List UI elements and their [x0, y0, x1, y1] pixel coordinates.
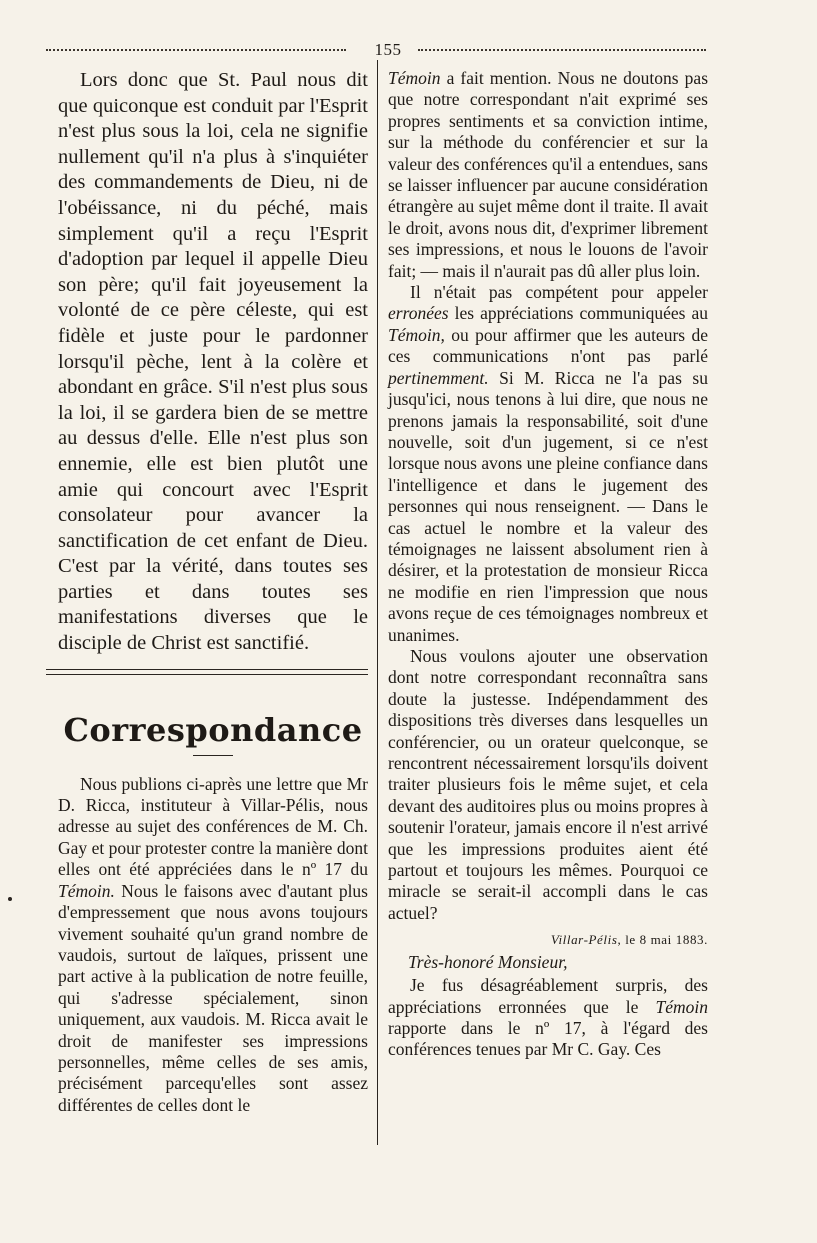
- letter-text-b: rapporte dans le nº 17, à l'égard des conférences tenues par Mr C. Gay. Ces: [388, 1018, 708, 1060]
- left-paragraph-2-text-b: Nous le faisons avec d'autant plus d'empressement que nous avons toujours vivement souhaité qu'un grand nombre de vaudois, surtout de laïques, prissent une part active à la publication de notre feuille, qui s'adresse spécialement, sinon uniquement, aux vaudois. M. Ricca avait le droit de manifester ses impressions personnelles, même celles de ses amis, précisément parcequ'elles sont assez différentes de celles dont le: [58, 880, 368, 1115]
- right-paragraph-1-text: a fait mention. Nous ne doutons pas que notre correspondant n'ait exprimé ses propres sentiments et sa conviction intime, sur la méthode du conférencier et sur la valeur des conférences qu'il a entendues, sans se laisser influencer par aucune considération étrangère au sujet même dont il traite. Il avait le droit, avons nous dit, d'exprimer librement ses impressions, et nous le louons de l'avoir fait; — mais il n'aurait pas dû aller plus loin.: [388, 68, 708, 281]
- letter-salutation: Très-honoré Monsieur,: [408, 952, 568, 973]
- right-paragraph-2-text-a: Il n'était pas compétent pour appeler: [410, 282, 708, 303]
- right-paragraph-2-text-d: Si M. Ricca ne l'a pas su jusqu'ici, nous tenons à lui dire, que nous ne prenons jamais la responsabilité, soit d'une nouvelle, soit d'un jugement, si ce n'est lorsque nous avons une pleine confiance dans l'intelligence et dans le jugement des personnes qui nous renseignent. — Dans le cas actuel le nombre et la valeur des témoignages ne laissent absolument rien à désirer, et la protestation de monsieur Ricca ne modifie en rien l'impression que nous avons reçue de ces témoignages nombreux et unanimes.: [388, 367, 708, 645]
- section-separator-rule: [46, 669, 368, 675]
- right-paragraph-2: [388, 282, 708, 646]
- page-header: [46, 40, 706, 60]
- left-paragraph-1: Lors donc que St. Paul nous dit que quiconque est conduit par l'Esprit n'est plus sous la loi, cela ne signifie nullement qu'il n'a plus à s'inquiéter des commandements de Dieu, ni de l'obéissance, ni du péché, mais simplement qu'il a reçu l'Esprit d'adoption par lequel il appelle Dieu son père; qu'il fait joyeusement la volonté de ce père céleste, qui est fidèle et juste pour le pardonner lorsqu'il pèche, lent à la colère et abondant en grâce. S'il n'est plus sous la loi, il se gardera bien de se mettre au dessus d'elle. Elle n'est plus son ennemie, elle est bien plutôt une amie qui concourt avec l'Esprit consolateur pour avancer la sanctification de cet enfant de Dieu. C'est par la vérité, dans toutes ses parties et dans toutes ses manifestations diverses que le disciple de Christ est sanctifié.: [58, 69, 368, 655]
- right-paragraph-3: Nous voulons ajouter une observation dont notre correspondant reconnaîtra sans doute la justesse. Indépendamment des dispositions très diverses dans lesquelles un conférencier, ou un orateur quelconque, se rencontrent nécessairement lorsqu'ils doivent traiter plusieurs fois le même sujet, et cela devant des auditoires plus ou moins propres à soutenir l'orateur, jamais encore il n'est arrivé que les impressions produites aient été partout et toujours les mêmes. Pourquoi ce miracle se serait-il accompli dans le cas actuel?: [388, 645, 708, 923]
- right-paragraph-1-temoin: Témoin: [388, 68, 441, 88]
- right-column: [388, 68, 708, 1061]
- section-heading: Correspondance: [63, 710, 363, 749]
- left-paragraph-2-text-a: Nous publions ci-après une lettre que Mr D. Ricca, instituteur à Villar-Pélis, nous adresse au sujet des conférences de M. Ch. Gay et pour protester contre la manière dont elles ont été appréciées dans le nº 17 du: [58, 773, 368, 880]
- letter-dateline: [388, 932, 708, 948]
- right-paragraph-2-text-c: ou pour affirmer que les auteurs de ces communications n'ont pas parlé: [388, 324, 708, 367]
- left-paragraph-2: [58, 774, 368, 1117]
- right-paragraph-2-erronees: erronées: [388, 303, 449, 324]
- header-ornament-right: [418, 49, 706, 55]
- letter-temoin: Témoin: [655, 996, 708, 1017]
- letter-text-a: Je fus désagréablement surpris, des appréciations erronnées que le: [388, 975, 708, 1017]
- right-paragraph-2-text-b: les appréciations communiquées au: [448, 303, 708, 324]
- header-ornament-left: [46, 49, 346, 55]
- dateline-date: , le 8 mai 1883.: [617, 932, 708, 948]
- margin-mark: [8, 897, 12, 901]
- column-divider: [377, 60, 378, 1145]
- letter-paragraph-1: [388, 975, 708, 1061]
- heading-underline-rule: [193, 755, 233, 756]
- right-paragraph-1: [388, 68, 708, 282]
- page-number: 155: [374, 40, 402, 59]
- left-column: [58, 68, 368, 1116]
- right-paragraph-2-temoin: Témoin,: [388, 324, 445, 345]
- right-paragraph-2-pertinemment: pertinemment.: [388, 367, 489, 388]
- left-paragraph-2-temoin: Témoin.: [58, 880, 115, 901]
- dateline-place: Villar-Pélis: [550, 932, 618, 948]
